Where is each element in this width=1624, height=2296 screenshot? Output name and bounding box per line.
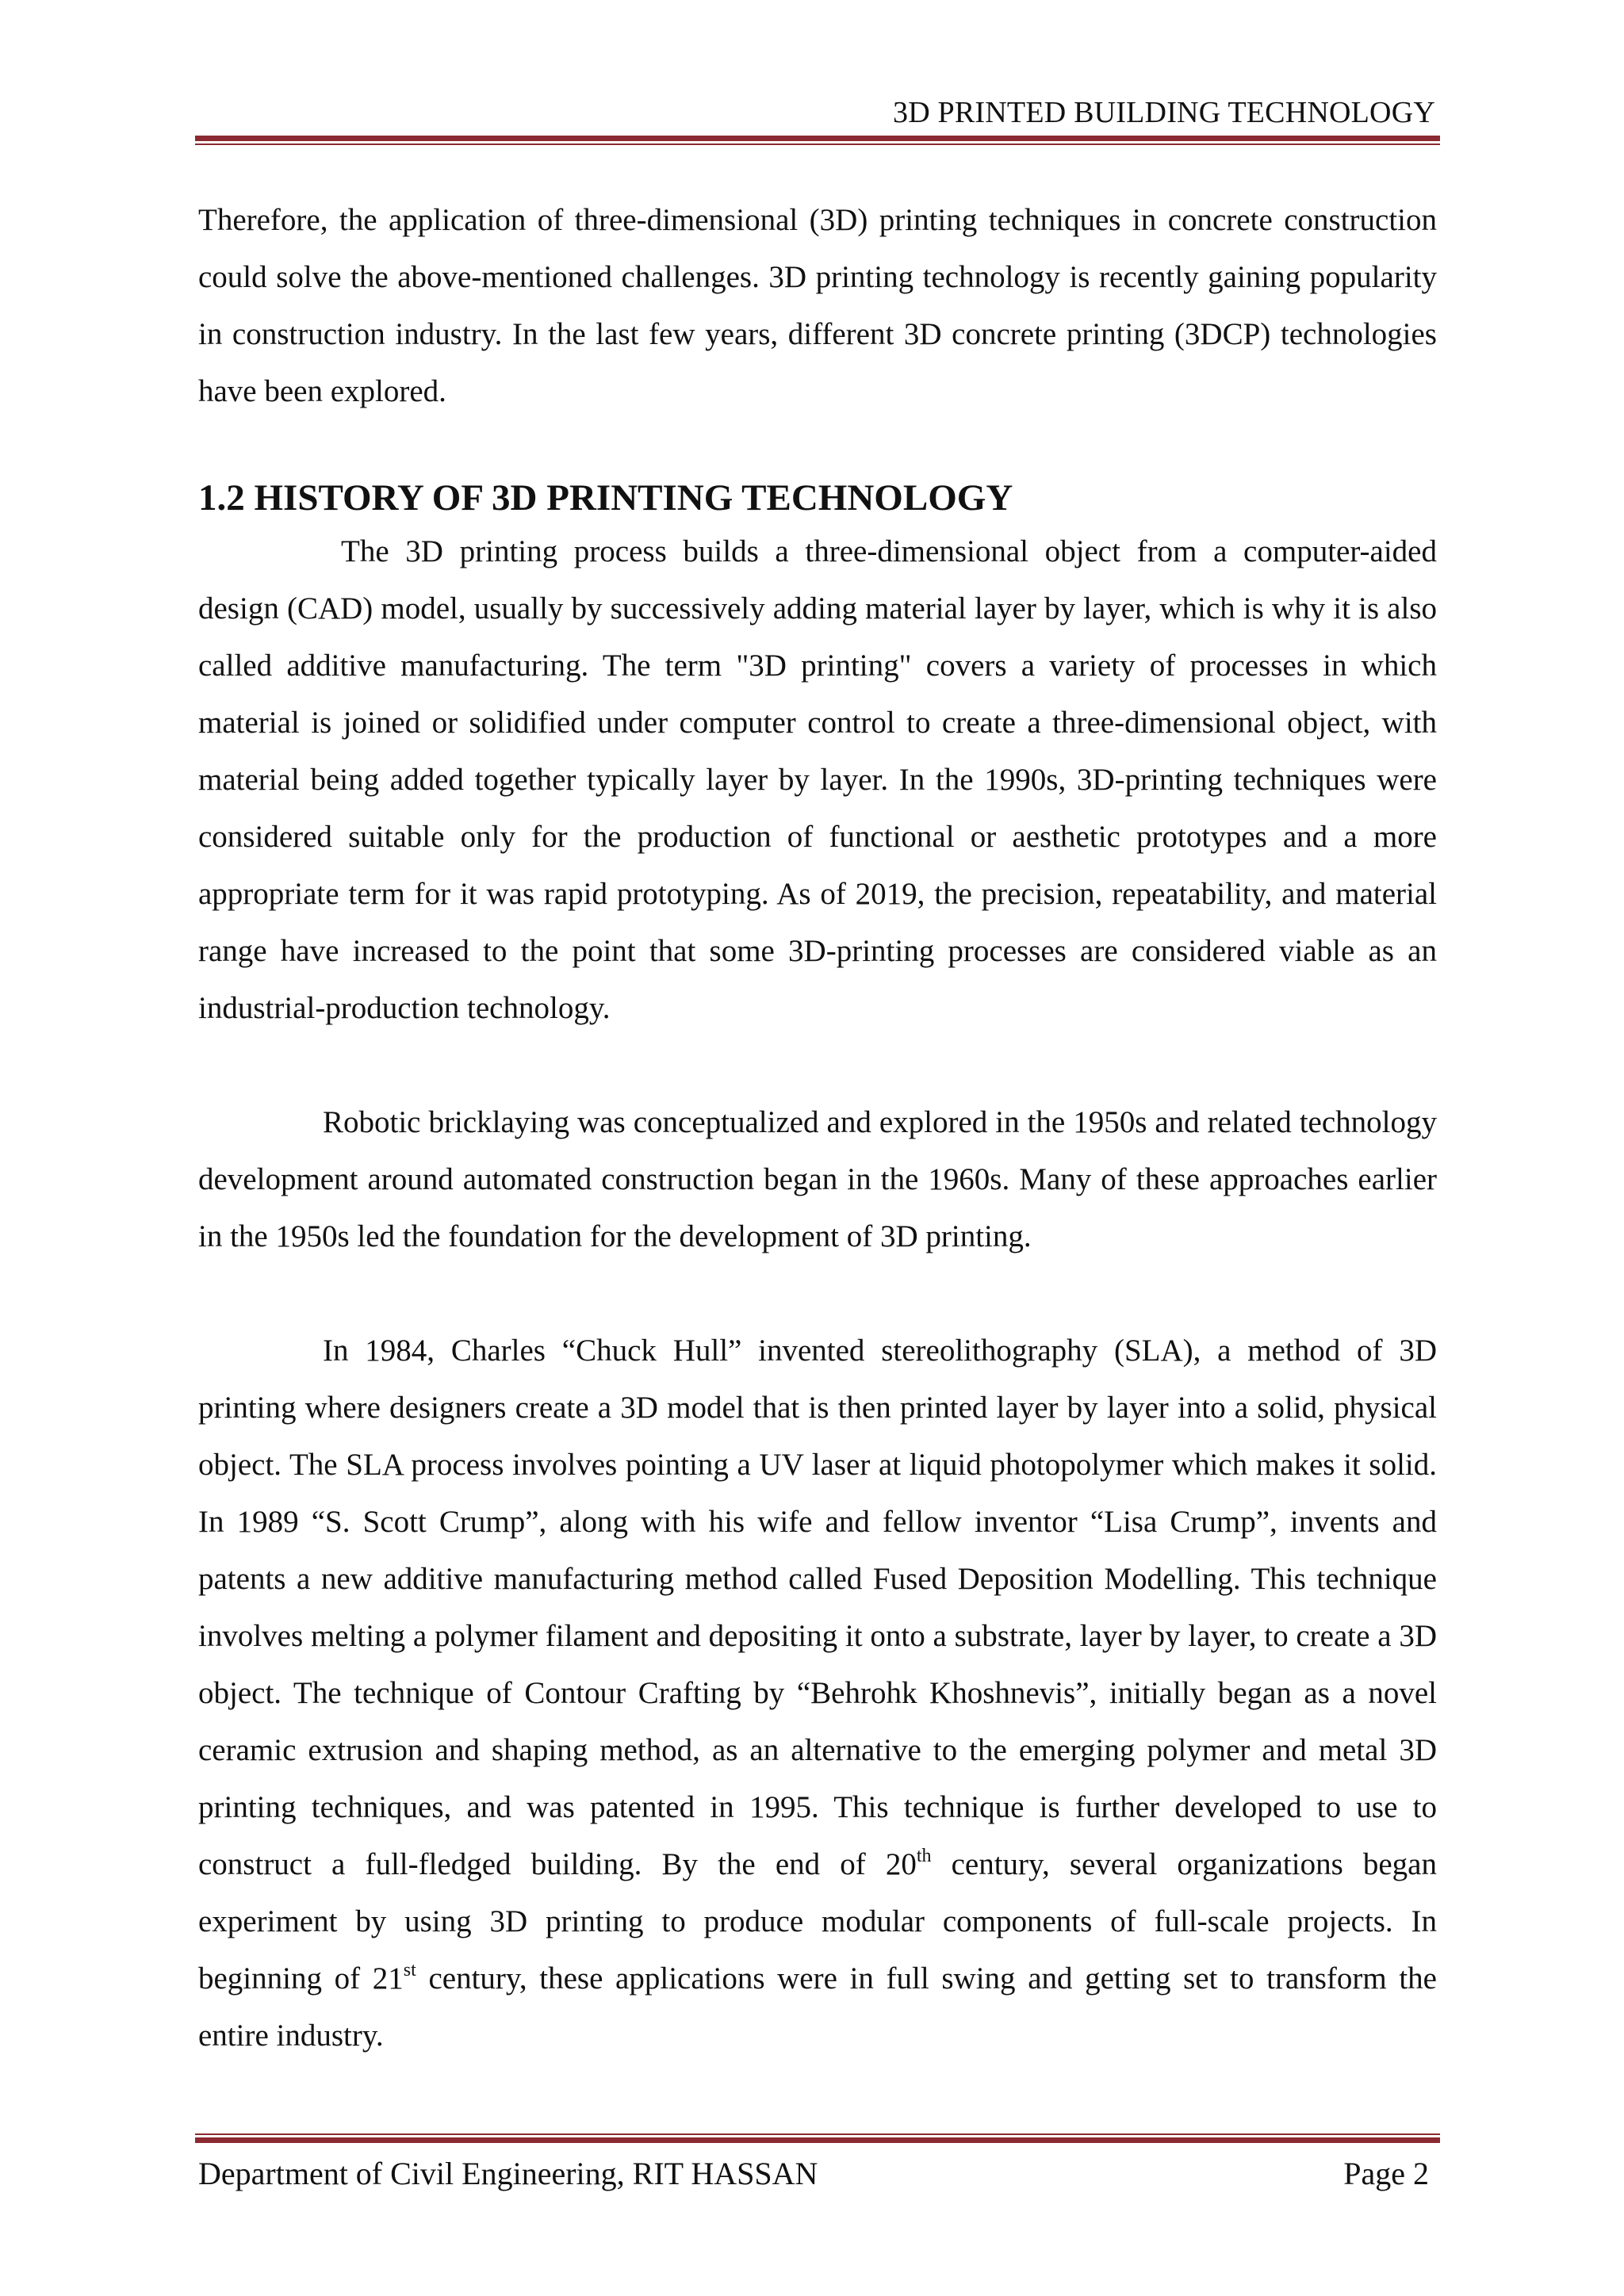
page-body xyxy=(198,192,1437,2064)
footer-divider xyxy=(195,2133,1440,2143)
intro-paragraph: Therefore, the application of three-dimensional (3D) printing techniques in concrete construction could solve the above-mentioned challenges. 3D printing technology is recently gaining popularity in construction industry. In the last few years, different 3D concrete printing (3DCP) technologies have been explored. xyxy=(198,203,1437,408)
superscript-th: th xyxy=(916,1846,932,1866)
paragraph-history-3-part-c: century, these applications were in full swing and getting set to transform the entire industry. xyxy=(198,1961,1437,2053)
paragraph-history-3-part-a: In 1984, Charles “Chuck Hull” invented stereolithography (SLA), a method of 3D printing where designers create a 3D model that is then printed layer by layer into a solid, physical object. The SLA process involves pointing a UV laser at liquid photopolymer which makes it solid. In 1989 “S. Scott Crump”, along with his wife and fellow inventor “Lisa Crump”, invents and patents a new additive manufacturing method called Fused Deposition Modelling. This technique involves melting a polymer filament and depositing it onto a substrate, layer by layer, to create a 3D object. The technique of Contour Crafting by “Behrohk Khoshnevis”, initially began as a novel ceramic extrusion and shaping method, as an alternative to the emerging polymer and metal 3D printing techniques, and was patented in 1995. This technique is further developed to use to construct a full-fledged building. By the end of 20 xyxy=(198,1334,1437,1881)
paragraph-history-1: The 3D printing process builds a three-dimensional object from a computer-aided design (CAD) model, usually by successively adding material layer by layer, which is why it is also called additive manufacturing. The term "3D printing" covers a variety of processes in which material is joined or solidified under computer control to create a three-dimensional object, with material being added together typically layer by layer. In the 1990s, 3D-printing techniques were considered suitable only for the production of functional or aesthetic prototypes and a more appropriate term for it was rapid prototyping. As of 2019, the precision, repeatability, and material range have increased to the point that some 3D-printing processes are considered viable as an industrial-production technology. xyxy=(198,534,1437,1025)
header-divider-thin xyxy=(195,144,1440,145)
section-heading: 1.2 HISTORY OF 3D PRINTING TECHNOLOGY xyxy=(198,477,1013,519)
footer-divider-thick xyxy=(195,2137,1440,2143)
page-footer xyxy=(198,2153,1429,2195)
footer-page-number: Page 2 xyxy=(1343,2156,1429,2191)
superscript-st: st xyxy=(403,1960,416,1980)
footer-department: Department of Civil Engineering, RIT HASSAN xyxy=(198,2156,818,2191)
header-divider xyxy=(195,136,1440,145)
paragraph-history-3-part-b: century, several organizations began experiment by using 3D printing to produce modular components of full-scale projects. In beginning of 21 xyxy=(198,1847,1437,1996)
paragraph-history-3 xyxy=(198,1322,1437,2064)
paragraph-history-2: Robotic bricklaying was conceptualized and explored in the 1950s and related technology development around automated construction began in the 1960s. Many of these approaches earlier in the 1950s led the foundation for the development of 3D printing. xyxy=(198,1105,1437,1253)
running-header-title: 3D PRINTED BUILDING TECHNOLOGY xyxy=(893,96,1435,129)
header-divider-thick xyxy=(195,136,1440,141)
